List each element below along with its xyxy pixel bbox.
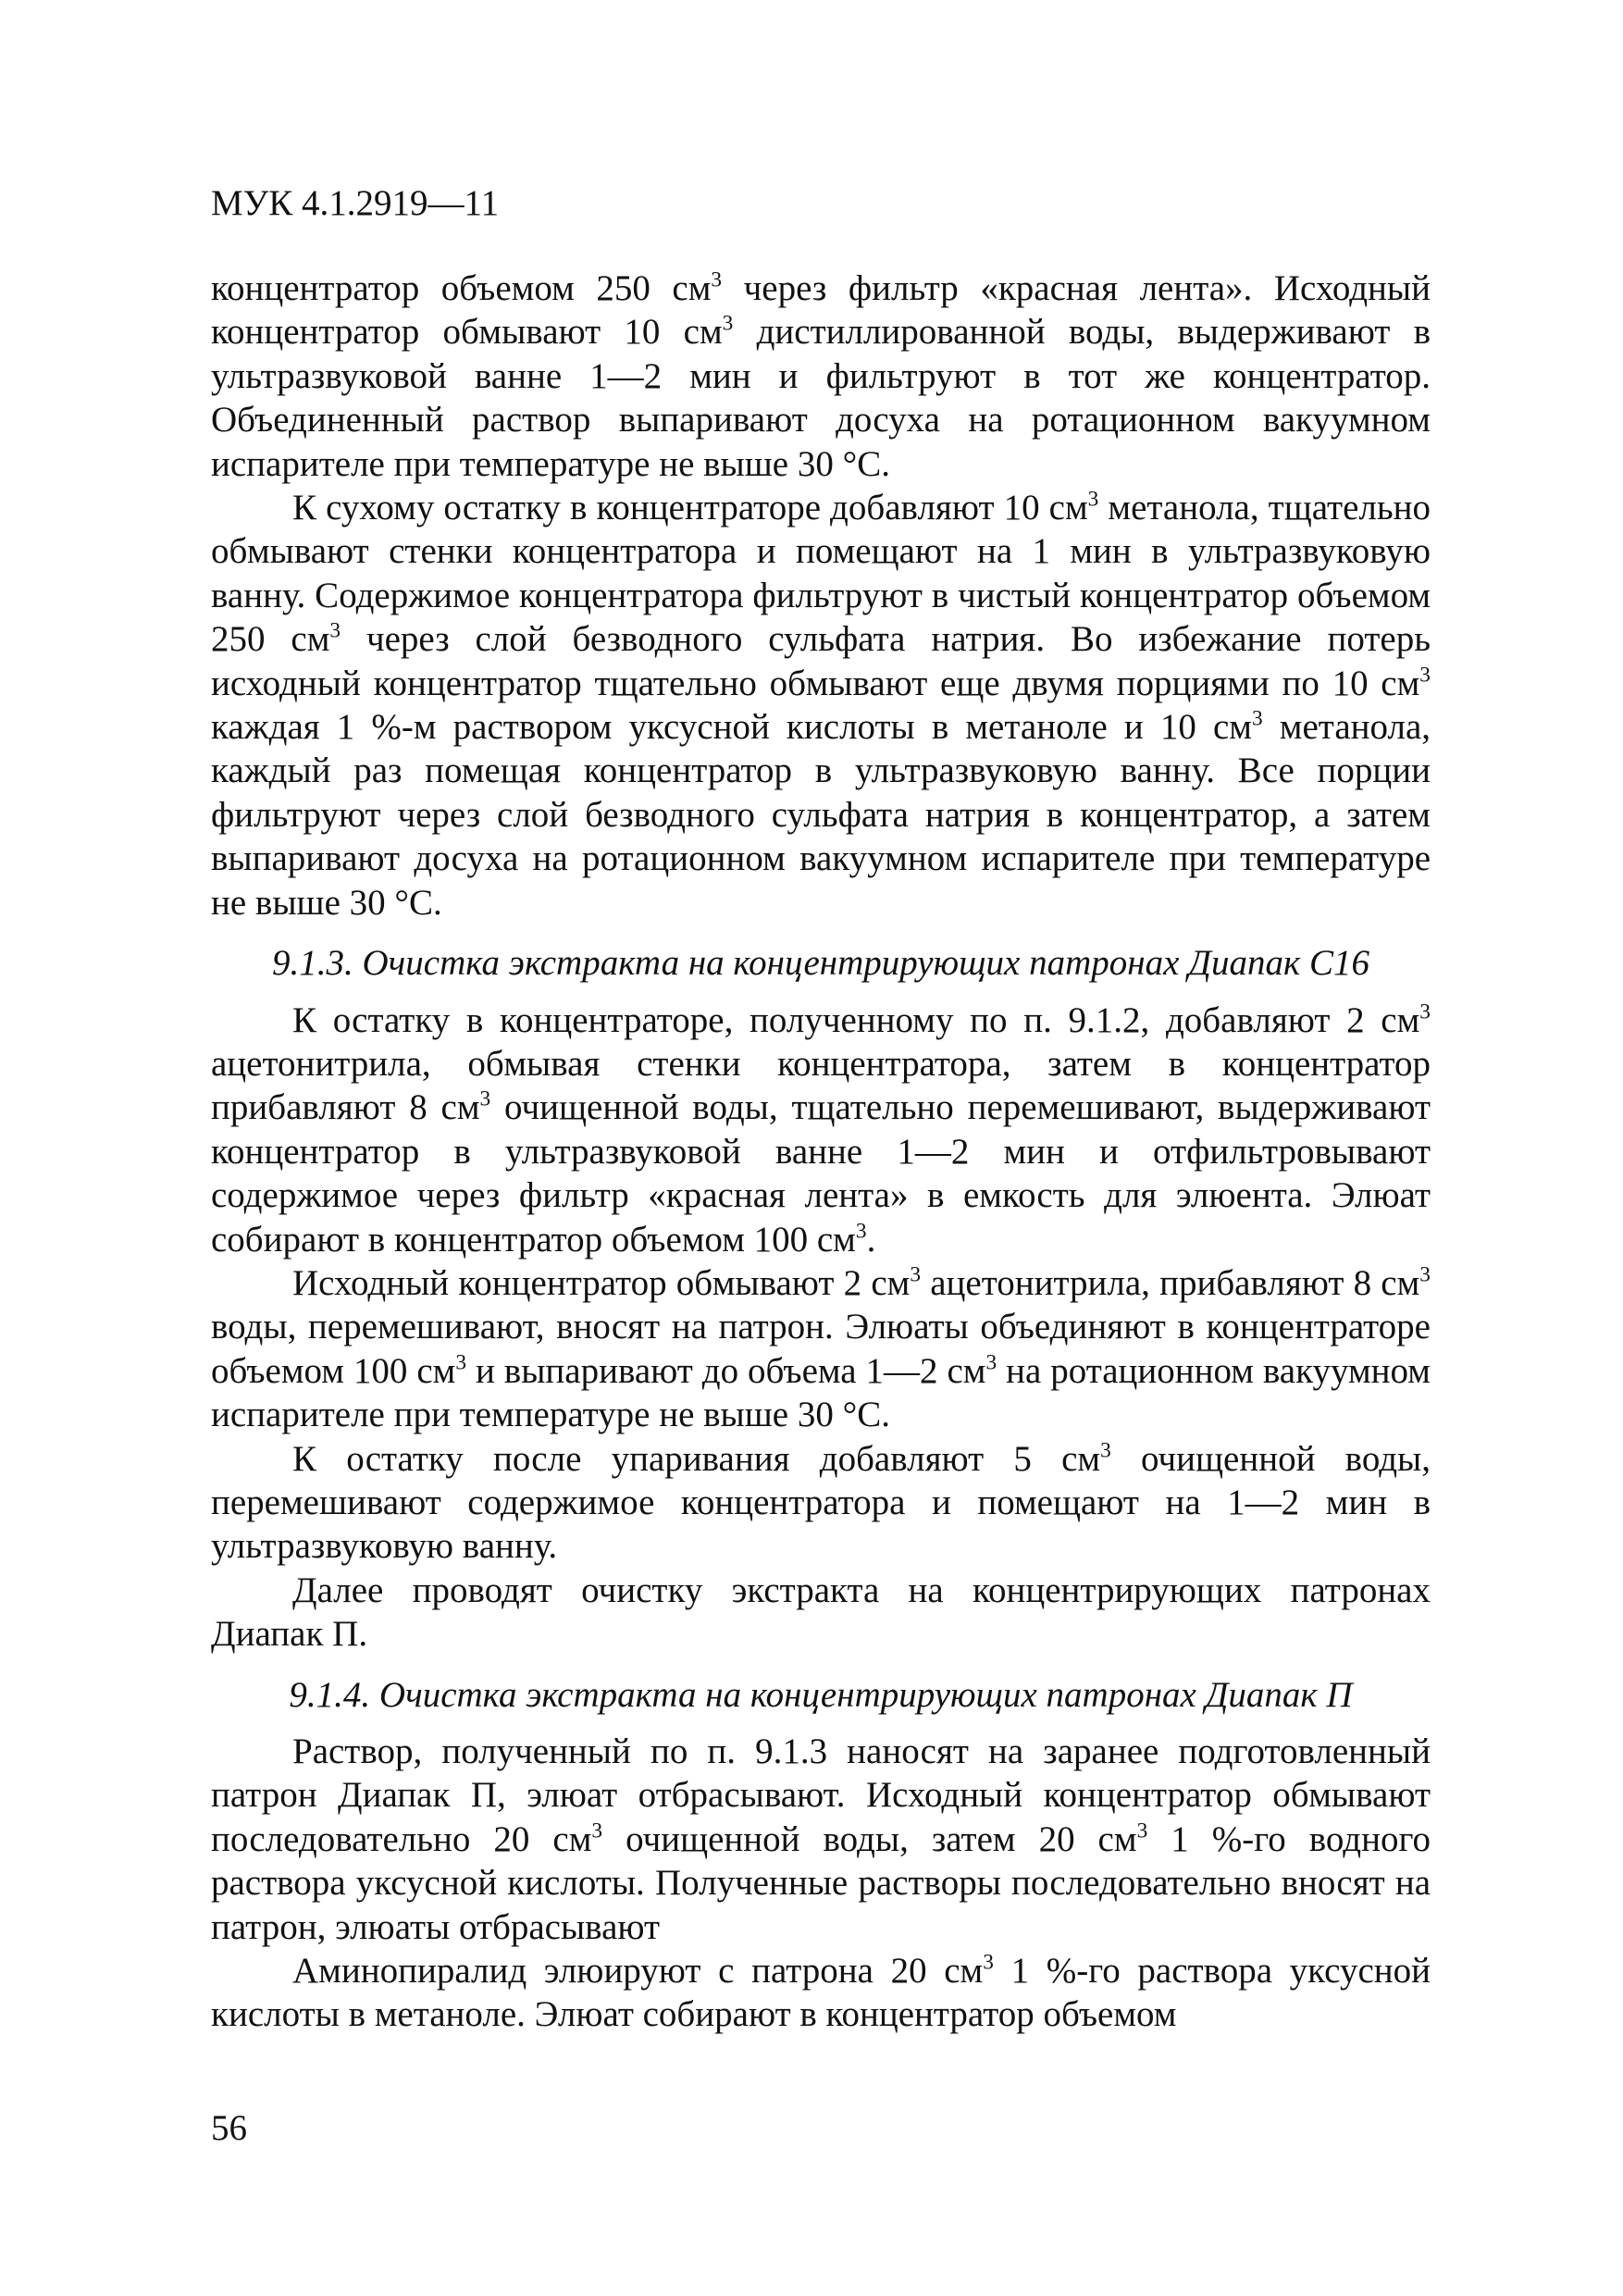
- paragraph-6: Далее проводят очистку экстракта на концентрирующих патронах Диапак П.: [211, 1570, 1431, 1655]
- paragraph-8: Аминопиралид элюируют с патрона 20 $см^3$ 1 %-го раствора уксусной кислоты в метаноле. Элюат собирают в концентратор объемом: [211, 1950, 1431, 2035]
- paragraph-7: Раствор, полученный по п. 9.1.3 наносят на заранее подготовленный патрон Диапак П, элюат отбрасывают. Исходный концентратор обмывают последовательно 20 $см^3$ очищенной воды, затем 20 $см^3$ 1 %-го водного раствора уксусной кислоты. Полученные растворы последовательно вносят на патрон, элюаты отбрасывают: [211, 1731, 1431, 1947]
- paragraph-1: концентратор объемом 250 $см^3$ через фильтр «красная лента». Исходный концентратор обмывают 10 $см^3$ дистиллированной воды, выдерживают в ультразвуковой ванне 1—2 мин и фильтруют в тот же концентратор. Объединенный раствор выпаривают досуха на ротационном вакуумном испарителе при температуре не выше 30 °С.: [211, 267, 1431, 484]
- paragraph-2: К сухому остатку в концентраторе добавляют 10 $см^3$ метанола, тщательно обмывают стенки концентратора и помещают на 1 мин в ультразвуковую ванну. Содержимое концентратора фильтруют в чистый концентратор объемом 250 $см^3$ через слой безводного сульфата натрия. Во избежание потерь исходный концентратор тщательно обмывают еще двумя порциями по 10 $см^3$ каждая 1 %-м раствором уксусной кислоты в метаноле и 10 $см^3$ метанола, каждый раз помещая концентратор в ультразвуковую ванну. Все порции фильтруют через слой безводного сульфата натрия в концентратор, а затем выпаривают досуха на ротационном вакуумном испарителе при температуре не выше 30 °С.: [211, 487, 1431, 923]
- paragraph-3: К остатку в концентраторе, полученному по п. 9.1.2, добавляют 2 $см^3$ ацетонитрила, обмывая стенки концентратора, затем в концентратор прибавляют 8 $см^3$ очищенной воды, тщательно перемешивают, выдерживают концентратор в ультразвуковой ванне 1—2 мин и отфильтровывают содержимое через фильтр «красная лента» в емкость для элюента. Элюат собирают в концентратор объемом 100 $см^3$.: [211, 999, 1431, 1260]
- document-body: [211, 267, 1431, 2037]
- document-code-header: МУК 4.1.2919—11: [211, 183, 500, 223]
- paragraph-4: Исходный концентратор обмывают 2 $см^3$ ацетонитрила, прибавляют 8 $см^3$ воды, перемешивают, вносят на патрон. Элюаты объединяют в концентраторе объемом 100 $см^3$ и выпаривают до объема 1—2 $см^3$ на ротационном вакуумном испарителе при температуре не выше 30 °С.: [211, 1262, 1431, 1435]
- page-number: 56: [211, 2108, 247, 2148]
- paragraph-5: К остатку после упаривания добавляют 5 $см^3$ очищенной воды, перемешивают содержимое концентратора и помещают на 1—2 мин в ультразвуковую ванну.: [211, 1438, 1431, 1567]
- section-heading-9-1-4: 9.1.4. Очистка экстракта на концентрирующих патронах Диапак П: [289, 1674, 1353, 1715]
- section-heading-9-1-3: 9.1.3. Очистка экстракта на концентрирующих патронах Диапак С16: [272, 943, 1369, 984]
